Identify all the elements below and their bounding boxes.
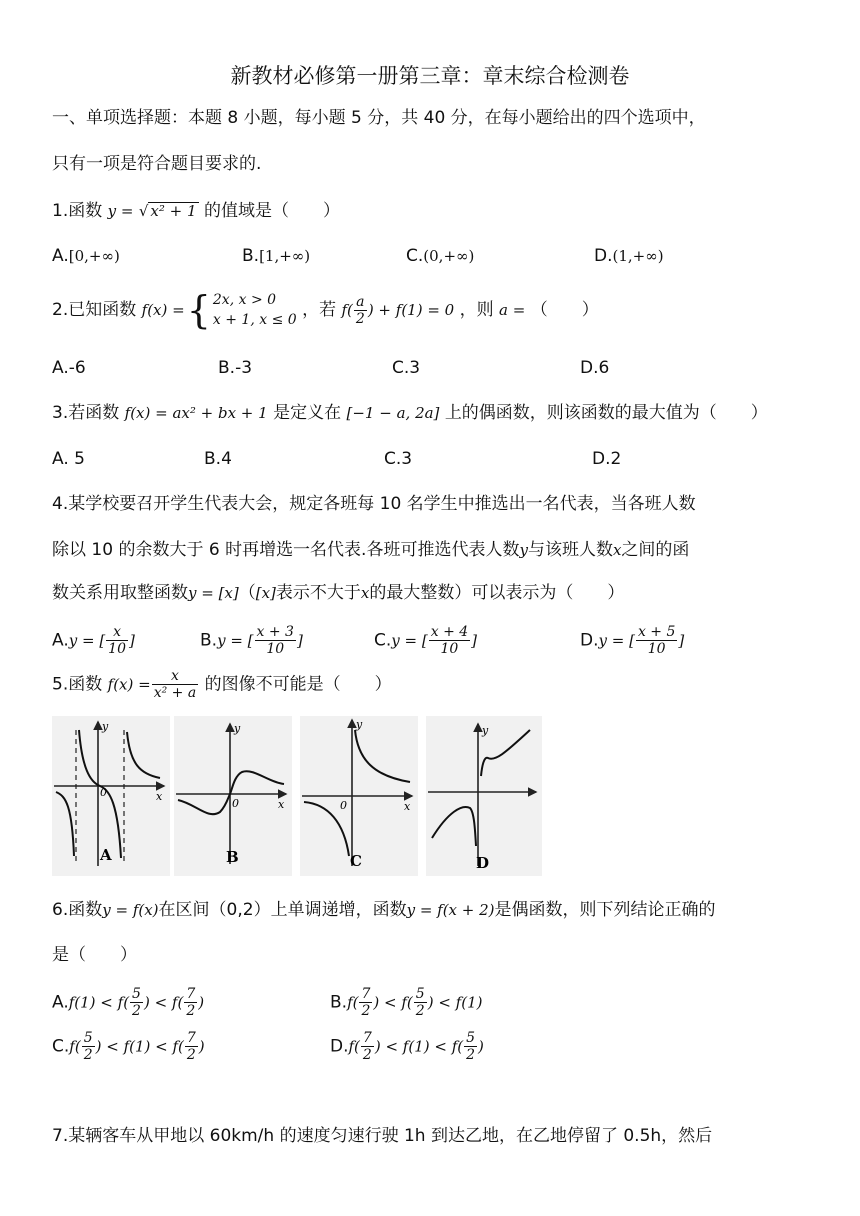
graph-a-origin: 0 [100, 786, 107, 799]
graph-d-y-label: y [482, 724, 489, 737]
q1-prefix: 1.函数 [52, 201, 103, 221]
q3-suffix: 上的偶函数，则该函数的最大值为（ ） [444, 403, 768, 423]
graph-a-y-label: y [102, 720, 109, 733]
q2-tail: （ ） [530, 300, 599, 320]
q2-option-c[interactable]: C.3 [392, 358, 421, 378]
question-3 [52, 401, 768, 425]
q1-option-b[interactable]: B.[1,+∞) [242, 246, 311, 266]
q2-cond-fraction: $\frac{a}{2}$ [355, 293, 365, 327]
question-6-line2: 是（ ） [52, 945, 137, 965]
q3-prefix: 3.若函数 [52, 403, 120, 423]
q6-option-d[interactable]: D.f( $\frac{7}{2}$ ) < f(1) < f( $\frac{5}{2}$ ) [330, 1030, 484, 1063]
q4-option-b[interactable]: B.y = [ $\frac{x + 3}{10}$ ] [200, 624, 303, 657]
q3-option-b[interactable]: B.4 [204, 449, 232, 469]
section-instructions-line1: 一、单项选择题：本题 8 小题，每小题 5 分，共 40 分，在每小题给出的四个选项中， [52, 108, 706, 128]
sqrt-sign: √ [138, 202, 149, 220]
question-7-line1: 7.某辆客车从甲地以 60km/h 的速度匀速行驶 1h 到达乙地，在乙地停留了 0.5h，然后 [52, 1126, 713, 1146]
graph-a-x-label: x [156, 790, 163, 803]
graph-b-label: B [226, 848, 239, 866]
q1-suffix: 的值域是（ ） [203, 201, 340, 221]
q2-case-1: 2x, x > 0 [212, 292, 277, 308]
graph-d-label: D [476, 854, 490, 872]
q2-cond-f: f( [341, 301, 353, 319]
question-4-line1: 4.某学校要召开学生代表大会，规定各班每 10 名学生中推选出一名代表，当各班人数 [52, 494, 696, 514]
question-4-line3: 数关系用取整函数y = [x]（[x]表示不大于x的最大整数）可以表示为（ ） [52, 583, 625, 603]
question-1 [52, 199, 340, 223]
q2-option-a[interactable]: A.-6 [52, 358, 86, 378]
graph-c-origin: 0 [340, 799, 347, 812]
q4-option-a[interactable]: A.y = [ $\frac{x}{10}$ ] [52, 624, 135, 657]
q4-option-d[interactable]: D.y = [ $\frac{x + 5}{10}$ ] [580, 624, 685, 657]
q2-cases [213, 290, 297, 330]
graph-c-x-label: x [404, 800, 411, 813]
q1-formula-lhs: y = [107, 202, 134, 220]
q2-cond-rest: ) + f(1) = 0 [367, 301, 455, 319]
q1-option-c[interactable]: C.(0,+∞) [406, 246, 475, 266]
q6-option-b[interactable]: B.f( $\frac{7}{2}$ ) < f( $\frac{5}{2}$ ) < f(1) [330, 986, 483, 1019]
question-5: 5.函数 f(x) = $\frac{x}{\text{x² + a}}$ 的图像不可能是（ ） [52, 668, 392, 701]
graph-c-label: C [350, 852, 362, 870]
piecewise-brace: { [186, 288, 211, 332]
q1-radical: x² + 1 [150, 202, 197, 220]
q5-fraction: $\frac{x}{\text{x² + a}}$ [153, 668, 197, 701]
graph-b[interactable] [174, 716, 292, 876]
q2-lhs: f(x) = [141, 301, 185, 319]
q6-option-a[interactable]: A.f(1) < f( $\frac{5}{2}$ ) < f( $\frac{7}{2}$ ) [52, 986, 205, 1019]
q5-graphs [52, 716, 542, 876]
graph-c-y-label: y [356, 718, 363, 731]
graph-b-origin: 0 [232, 797, 239, 810]
question-2 [52, 290, 599, 330]
q2-option-b[interactable]: B.-3 [218, 358, 253, 378]
section-instructions-line2: 只有一项是符合题目要求的. [52, 154, 262, 174]
graph-b-x-label: x [278, 798, 285, 811]
graph-a-label: A [100, 846, 112, 864]
graph-b-y-label: y [234, 722, 241, 735]
q2-then: ，则 [459, 300, 494, 320]
q2-ask: a = [499, 301, 526, 319]
question-6-line1: 6.函数y = f(x)在区间（0,2）上单调递增，函数y = f(x + 2)是偶函数，则下列结论正确的 [52, 900, 716, 920]
page-title: 新教材必修第一册第三章：章末综合检测卷 [230, 64, 630, 88]
q2-option-d[interactable]: D.6 [580, 358, 610, 378]
q3-mid: 是定义在 [273, 403, 342, 423]
q3-option-c[interactable]: C.3 [384, 449, 413, 469]
q3-formula: f(x) = ax² + bx + 1 [124, 404, 268, 422]
q6-option-c[interactable]: C.f( $\frac{5}{2}$ ) < f(1) < f( $\frac{7}{2}$ ) [52, 1030, 205, 1063]
q2-case-2: x + 1, x ≤ 0 [212, 312, 297, 328]
graph-d[interactable] [426, 716, 542, 876]
graph-a[interactable] [52, 716, 170, 876]
q1-option-d[interactable]: D.(1,+∞) [594, 246, 664, 266]
graph-c[interactable] [300, 716, 418, 876]
question-4-line2: 除以 10 的余数大于 6 时再增选一名代表.各班可推选代表人数y与该班人数x之间的函 [52, 540, 690, 560]
q3-option-d[interactable]: D.2 [592, 449, 622, 469]
q3-option-a[interactable]: A. 5 [52, 449, 85, 469]
q4-option-c[interactable]: C.y = [ $\frac{x + 4}{10}$ ] [374, 624, 478, 657]
q1-option-a[interactable]: A.[0,+∞) [52, 246, 120, 266]
graph-d-background [426, 716, 542, 876]
q3-interval: [−1 − a, 2a] [346, 404, 440, 422]
q2-prefix: 2.已知函数 [52, 300, 137, 320]
q2-mid: ，若 [302, 300, 337, 320]
